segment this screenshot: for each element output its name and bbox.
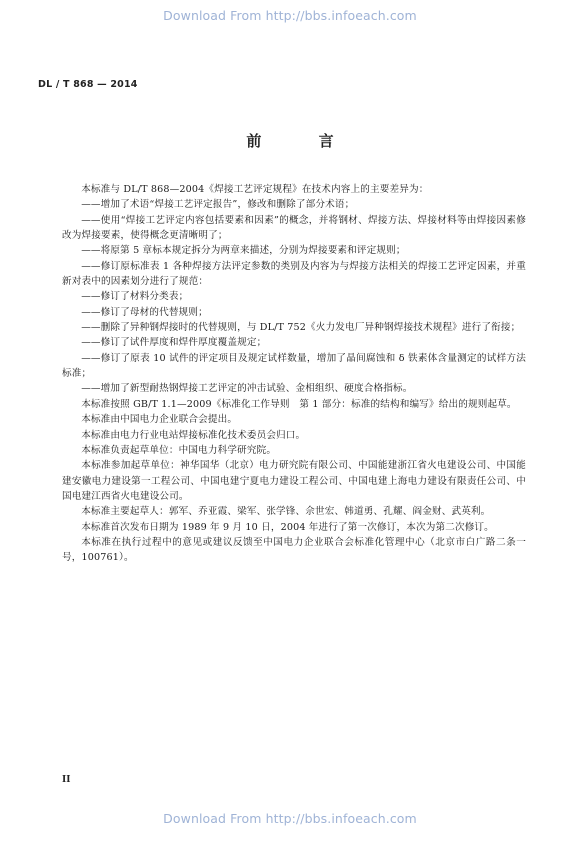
paragraph-participating-units: 本标准参加起草单位：神华国华（北京）电力研究院有限公司、中国能建浙江省火电建设公司、中国能建安徽电力建设第一工程公司、中国电建宁夏电力建设工程公司、中国电建上海电力建设有限责任公司、中国电建江西省火电建设公司。 xyxy=(62,460,526,502)
paragraph-committee: 本标准由电力行业电站焊接标准化技术委员会归口。 xyxy=(81,429,306,441)
paragraph-change-material-table: ——修订了材料分类表； xyxy=(81,291,189,303)
watermark-top[interactable]: Download From http://bbs.infoeach.com xyxy=(163,8,417,23)
paragraph-change-thickness: ——修订了试件厚度和焊件厚度覆盖规定； xyxy=(81,337,267,349)
standard-code: DL / T 868 — 2014 xyxy=(38,79,138,90)
paragraph-release-history: 本标准首次发布日期为 1989 年 9 月 10 日，2004 年进行了第一次修订，本次为第二次修订。 xyxy=(81,521,494,533)
paragraph-change-table1: ——修订原标准表 1 各种焊接方法评定参数的类别及内容为与焊接方法相关的焊接工艺评定因素，并重新对表中的因素划分进行了规范： xyxy=(62,260,526,288)
paragraph-change-base-metal: ——修订了母材的代替规则； xyxy=(81,306,208,318)
paragraph-change-concept: ——使用“焊接工艺评定内容包括要素和因素”的概念，并将钢材、焊接方法、焊接材料等由焊接因素修改为焊接要素，使得概念更清晰明了； xyxy=(62,214,526,242)
paragraph-change-new-steel: ——增加了新型耐热钢焊接工艺评定的冲击试验、金相组织、硬度合格指标。 xyxy=(81,383,413,395)
page-number: II xyxy=(62,775,71,785)
paragraph-drafting-rules: 本标准按照 GB/T 1.1—2009《标准化工作导则 第 1 部分：标准的结构和编写》给出的规则起草。 xyxy=(81,398,517,410)
paragraph-change-terms: ——增加了术语“焊接工艺评定报告”，修改和删除了部分术语； xyxy=(81,199,355,211)
watermark-bottom[interactable]: Download From http://bbs.infoeach.com xyxy=(163,811,417,826)
paragraph-change-table10: ——修订了原表 10 试件的评定项目及规定试样数量，增加了晶间腐蚀和 δ 铁素体含量测定的试样方法标准； xyxy=(62,352,526,380)
paragraph-proposer: 本标准由中国电力企业联合会提出。 xyxy=(81,414,238,426)
paragraph-lead-drafter: 本标准负责起草单位：中国电力科学研究院。 xyxy=(81,444,277,456)
page-title: 前 言 xyxy=(246,132,360,150)
paragraph-change-chapter: ——将原第 5 章标本规定拆分为两章来描述，分别为焊接要素和评定规则； xyxy=(81,245,406,257)
paragraph-feedback: 本标准在执行过程中的意见或建议反馈至中国电力企业联合会标准化管理中心（北京市白广路二条一号，100761）。 xyxy=(62,536,526,564)
foreword-body xyxy=(62,182,526,566)
paragraph-main-differences: 本标准与 DL/T 868—2004《焊接工艺评定规程》在技术内容上的主要差异为： xyxy=(81,184,429,195)
paragraph-drafters: 本标准主要起草人：郭军、乔亚霞、梁军、张学锋、佘世宏、韩道勇、孔耀、阎金财、武英利。 xyxy=(81,506,491,518)
paragraph-change-dissimilar-steel: ——删除了异种钢焊接时的代替规则，与 DL/T 752《火力发电厂异种钢焊接技术规程》进行了衔接； xyxy=(81,322,521,334)
